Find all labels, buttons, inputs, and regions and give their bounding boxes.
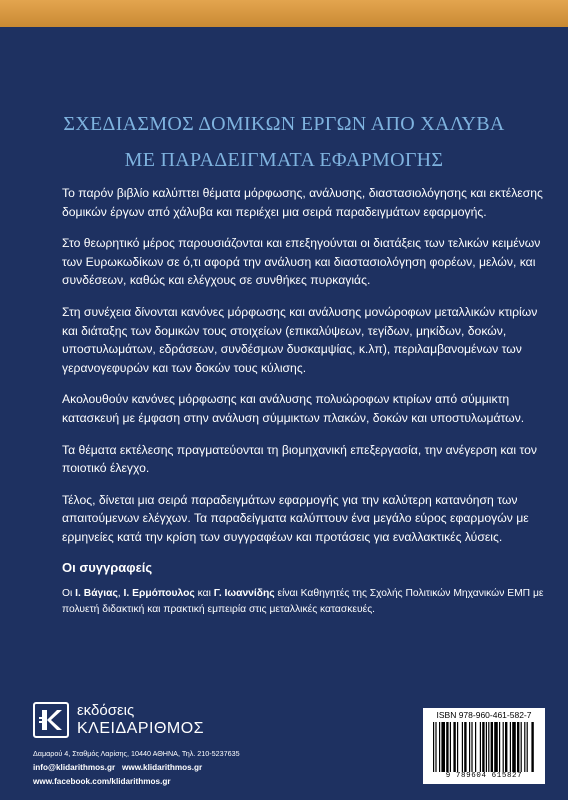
barcode-bars [429,722,539,772]
paragraph: Τα θέματα εκτέλεσης πραγματεύονται τη βιομηχανική επεξεργασία, την ανέγερση και τον ποιοτικό έλεγχο. [62,442,537,476]
barcode-bar [480,722,481,772]
publisher-logo [33,700,293,740]
barcode-bar [462,722,463,772]
publisher-facebook: www.facebook.com/klidarithmos.gr [33,777,171,786]
barcode-bar [439,722,440,772]
key-k-logo-icon [33,702,69,738]
top-color-band [0,0,568,27]
authors-separator: , [117,588,124,599]
publisher-name: ΚΛΕΙΔΑΡΙΘΜΟΣ [77,720,205,737]
publisher-contact [33,747,293,789]
title-line-2: ΜΕ ΠΑΡΑΔΕΙΓΜΑΤΑ ΕΦΑΡΜΟΓΗΣ [124,149,444,171]
barcode-bar [446,722,448,772]
barcode-bar [494,722,498,772]
description-text [62,184,548,560]
barcode-bar [503,722,504,772]
authors-prefix: Οι [62,588,76,599]
authors-text [62,586,552,618]
paragraph: Τέλος, δίνεται μια σειρά παραδειγμάτων εφαρμογής για την καλύτερη κατανόηση των απαιτούμενων ελέγχων. Τα παραδείγματα καλύπτουν ένα μεγάλο εύρος εφαρμογών με ερμηνείες κατά την κρίση των συγγραφέων και προτάσεις για εναλλακτικές λύσεις. [62,492,529,544]
barcode-bar [469,722,470,772]
barcode-bar [521,722,522,772]
authors-description: είναι Καθηγητές της Σχολής Πολιτικών Μηχανικών ΕΜΠ με πολυετή διδακτική και πρακτική εμπειρία στις μεταλλικές κατασκευές. [62,588,544,615]
publisher-email: info@klidarithmos.gr [33,763,116,772]
barcode-bar [531,722,533,772]
author-name: Ι. Βάγιας [75,588,118,599]
barcode-bar [524,722,525,772]
publisher-website: www.klidarithmos.gr [121,763,203,772]
barcode-digits: 9 789604 615827 [445,772,523,780]
barcode-bar [488,722,489,772]
title-line-1: ΣΧΕΔΙΑΣΜΟΣ ΔΟΜΙΚΩΝ ΕΡΓΩΝ ΑΠΟ ΧΑΛΥΒΑ [63,113,505,135]
publisher-block [33,700,293,789]
author-name: Γ. Ιωαννίδης [213,588,275,599]
barcode-bar [482,722,484,772]
publisher-label: εκδόσεις [77,702,135,719]
barcode-bar [491,722,493,772]
barcode-bar [512,722,516,772]
isbn-number: ISBN 978-960-461-582-7 [436,710,532,720]
authors-heading: Οι συγγραφείς [62,560,153,575]
authors-separator: και [194,588,214,599]
barcode-bar [517,722,519,772]
barcode-bar [486,722,487,772]
barcode-bar [527,722,528,772]
barcode-bar [464,722,466,772]
barcode-bar [505,722,507,772]
barcode-bar [433,722,434,772]
barcode-bar [441,722,445,772]
paragraph: Στο θεωρητικό μέρος παρουσιάζονται και επεξηγούνται οι διατάξεις των τελικών κειμένων των Ευρωκωδίκων σε ό,τι αφορά την ανάλυση και διαστασιολόγηση φορέων, μελών, και συνδέσεων, καθώς και ελέγχους σε συνθήκες πυρκαγιάς. [62,236,541,288]
barcode-bar [435,722,436,772]
barcode-bar [475,722,476,772]
book-title [0,106,568,178]
publisher-address: Δαμαρού 4, Σταθμός Λαρίσης, 10440 ΑΘΗΝΑ, Τηλ. 210-5237635 [33,749,240,758]
paragraph: Ακολουθούν κανόνες μόρφωσης και ανάλυσης πολυώροφων κτιρίων από σύμμικτη κατασκευή με έμφαση στην ανάλυση σύμμικτων πλακών, δοκών και υποστυλωμάτων. [62,392,525,425]
barcode-bar [510,722,511,772]
author-name: Ι. Ερμόπουλος [123,588,195,599]
barcode-bar [499,722,500,772]
paragraph: Στη συνέχεια δίνονται κανόνες μόρφωσης και ανάλυσης μονώροφων μεταλλικών κτιρίων και διάταξης των δομικών τους στοιχείων (επικαλύψεων, τεγίδων, μηκίδων, δοκών, υποστυλωμάτων, εδράσεων, συνδέσμων δυσκαμψίας, κ.λπ), περιλαμβανομένων των γερανογεφυρών και των δοκών τους κύλισης. [62,304,538,375]
barcode-bar [457,722,458,772]
barcode-bar [471,722,472,772]
paragraph: Το παρόν βιβλίο καλύπτει θέματα μόρφωσης, ανάλυσης, διαστασιολόγησης και εκτέλεσης δομικών έργων από χάλυβα και περιέχει μια σειρά παραδειγμάτων εφαρμογής. [62,186,543,219]
barcode-bar [453,722,455,772]
barcode-bar [450,722,451,772]
isbn-barcode [423,708,545,784]
